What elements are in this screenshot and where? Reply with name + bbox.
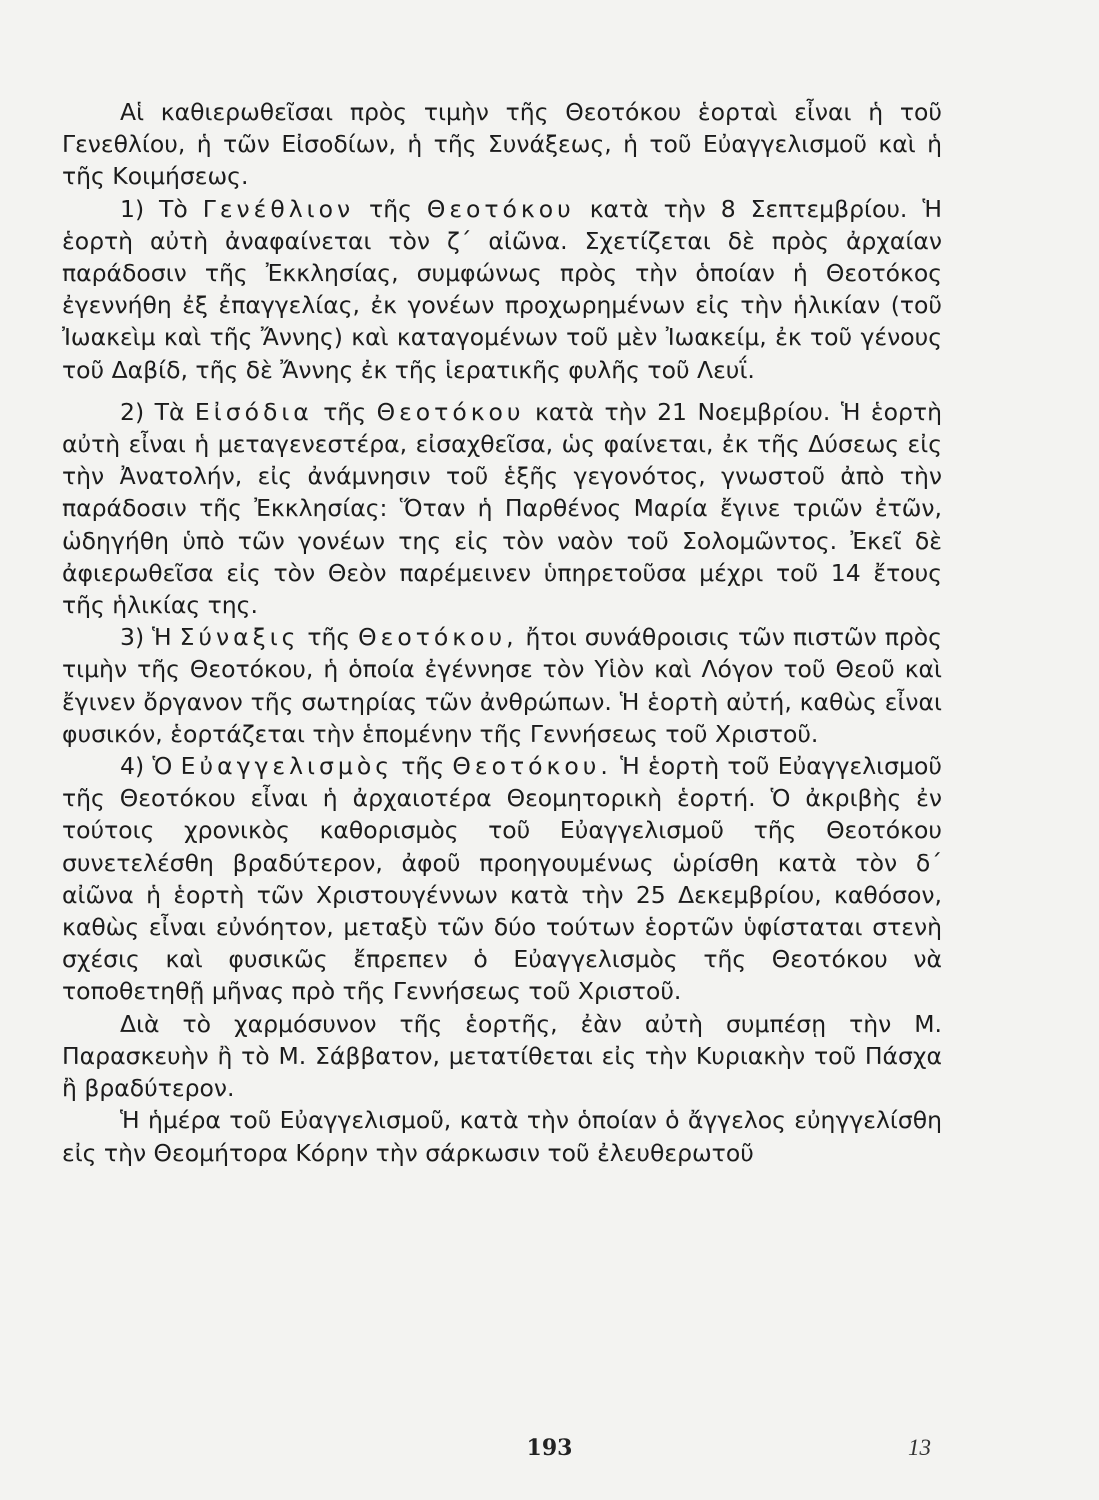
section-1-title: Γενέθλιον: [202, 194, 355, 223]
section-2-text: κατὰ τὴν 21 Νοεμβρίου. Ἡ ἑορτὴ αὐτὴ εἶναι ἡ μεταγενεστέρα, εἰσαχθεῖσα, ὡς φαίνεται, ἐκ τῆς Δύσεως εἰς τὴν Ἀνατολήν, εἰς ἀνάμνησιν τοῦ ἑξῆς γεγονότος, γνωστοῦ ἀπὸ τὴν παράδοσιν τῆς Ἐκκλησίας: Ὅταν ἡ Παρθένος Μαρία ἔγινε τριῶν ἐτῶν, ὡδηγήθη ὑπὸ τῶν γονέων της εἰς τὸν ναὸν τοῦ Σολομῶντος. Ἐκεῖ δὲ ἀφιερωθεῖσα εἰς τὸν Θεὸν παρέμεινεν ὑπηρετοῦσα μέχρι τοῦ 14 ἔτους τῆς ἡλικίας της.: [62, 397, 942, 620]
section-2-title: Εἰσόδια: [194, 397, 313, 426]
section-4-paragraph: [62, 750, 942, 1008]
section-4-title: Εὐαγγελισμὸς: [180, 752, 393, 781]
section-2-number: 2) Τὰ: [120, 397, 185, 426]
section-2-title-2: Θεοτόκου: [376, 397, 525, 426]
section-4-text: Ἡ ἑορτὴ τοῦ Εὐαγγελισμοῦ τῆς Θεοτόκου εἶναι ἡ ἀρχαιοτέρα Θεομητορικὴ ἑορτή. Ὁ ἀκριβὴς ἐν τούτοις χρονικὸς καθορισμὸς τοῦ Εὐαγγελισμοῦ τῆς Θεοτόκου συνετελέσθη βραδύτερον, ἀφοῦ προηγουμένως ὡρίσθη κατὰ τὸν δ´ αἰῶνα ἡ ἑορτὴ τῶν Χριστουγέννων κατὰ τὴν 25 Δεκεμβρίου, καθόσον, καθὼς εἶναι εὐνόητον, μεταξὺ τῶν δύο τούτων ἑορτῶν ὑφίσταται στενὴ σχέσις καὶ φυσικῶς ἔπρεπεν ὁ Εὐαγγελισμὸς τῆς Θεοτόκου νὰ τοποθετηθῇ μῆνας πρὸ τῆς Γεννήσεως τοῦ Χριστοῦ.: [62, 752, 942, 1006]
section-1-paragraph: [62, 193, 942, 386]
section-4-connector: τῆς: [401, 752, 445, 781]
section-3-paragraph: [62, 621, 942, 750]
section-3-text: ἤτοι συνάθροισις τῶν πιστῶν πρὸς τιμὴν τῆς Θεοτόκου, ἡ ὁποία ἐγέννησε τὸν Υἱὸν καὶ Λόγον τοῦ Θεοῦ καὶ ἔγινεν ὄργανον τῆς σωτηρίας τῶν ἀνθρώπων. Ἡ ἑορτὴ αὐτή, καθὼς εἶναι φυσικόν, ἑορτάζεται τὴν ἑπομένην τῆς Γεννήσεως τοῦ Χριστοῦ.: [62, 623, 942, 748]
section-3-number: 3) Ἡ: [120, 623, 172, 652]
printer-signature: 13: [908, 1435, 931, 1460]
page-body: [62, 96, 942, 1169]
section-2-paragraph: [62, 396, 942, 621]
paragraph-5: Διὰ τὸ χαρμόσυνον τῆς ἑορτῆς, ἐὰν αὐτὴ συμπέσῃ τὴν Μ. Παρασκευὴν ἢ τὸ Μ. Σάββατον, μετατίθεται εἰς τὴν Κυριακὴν τοῦ Πάσχα ἢ βραδύτερον.: [62, 1009, 942, 1103]
page-number: 193: [526, 1435, 573, 1461]
section-1-number: 1) Τὸ: [120, 194, 188, 223]
section-3-connector: τῆς: [307, 623, 351, 652]
section-4-number: 4) Ὁ: [120, 752, 173, 781]
section-1-text: κατὰ τὴν 8 Σεπτεμβρίου. Ἡ ἑορτὴ αὐτὴ ἀναφαίνεται τὸν ζ´ αἰῶνα. Σχετίζεται δὲ πρὸς ἀρχαίαν παράδοσιν τῆς Ἐκκλησίας, συμφώνως πρὸς τὴν ὁποίαν ἡ Θεοτόκος ἐγεννήθη ἐξ ἐπαγγελίας, ἐκ γονέων προχωρημένων εἰς τὴν ἡλικίαν (τοῦ Ἰωακεὶμ καὶ τῆς Ἄννης) καὶ καταγομένων τοῦ μὲν Ἰωακείμ, ἐκ τοῦ γένους τοῦ Δαβίδ, τῆς δὲ Ἄννης ἐκ τῆς ἱερατικῆς φυλῆς τοῦ Λευΐ.: [62, 194, 942, 384]
section-1-connector: τῆς: [369, 194, 412, 223]
section-1-title-2: Θεοτόκου: [426, 194, 575, 223]
section-3-title-2: Θεοτόκου,: [358, 623, 518, 652]
section-2-connector: τῆς: [323, 397, 367, 426]
section-4-title-2: Θεοτόκου.: [452, 752, 612, 781]
paragraph-6: Ἡ ἡμέρα τοῦ Εὐαγγελισμοῦ, κατὰ τὴν ὁποίαν ὁ ἄγγελος εὐηγγελίσθη εἰς τὴν Θεομήτορα Κόρην τὴν σάρκωσιν τοῦ ἐλευθερωτοῦ: [62, 1106, 942, 1167]
intro-paragraph: Αἱ καθιερωθεῖσαι πρὸς τιμὴν τῆς Θεοτόκου ἑορταὶ εἶναι ἡ τοῦ Γενεθλίου, ἡ τῶν Εἰσοδίων, ἡ τῆς Συνάξεως, ἡ τοῦ Εὐαγγελισμοῦ καὶ ἡ τῆς Κοιμήσεως.: [62, 98, 942, 191]
section-3-title: Σύναξις: [179, 623, 300, 652]
